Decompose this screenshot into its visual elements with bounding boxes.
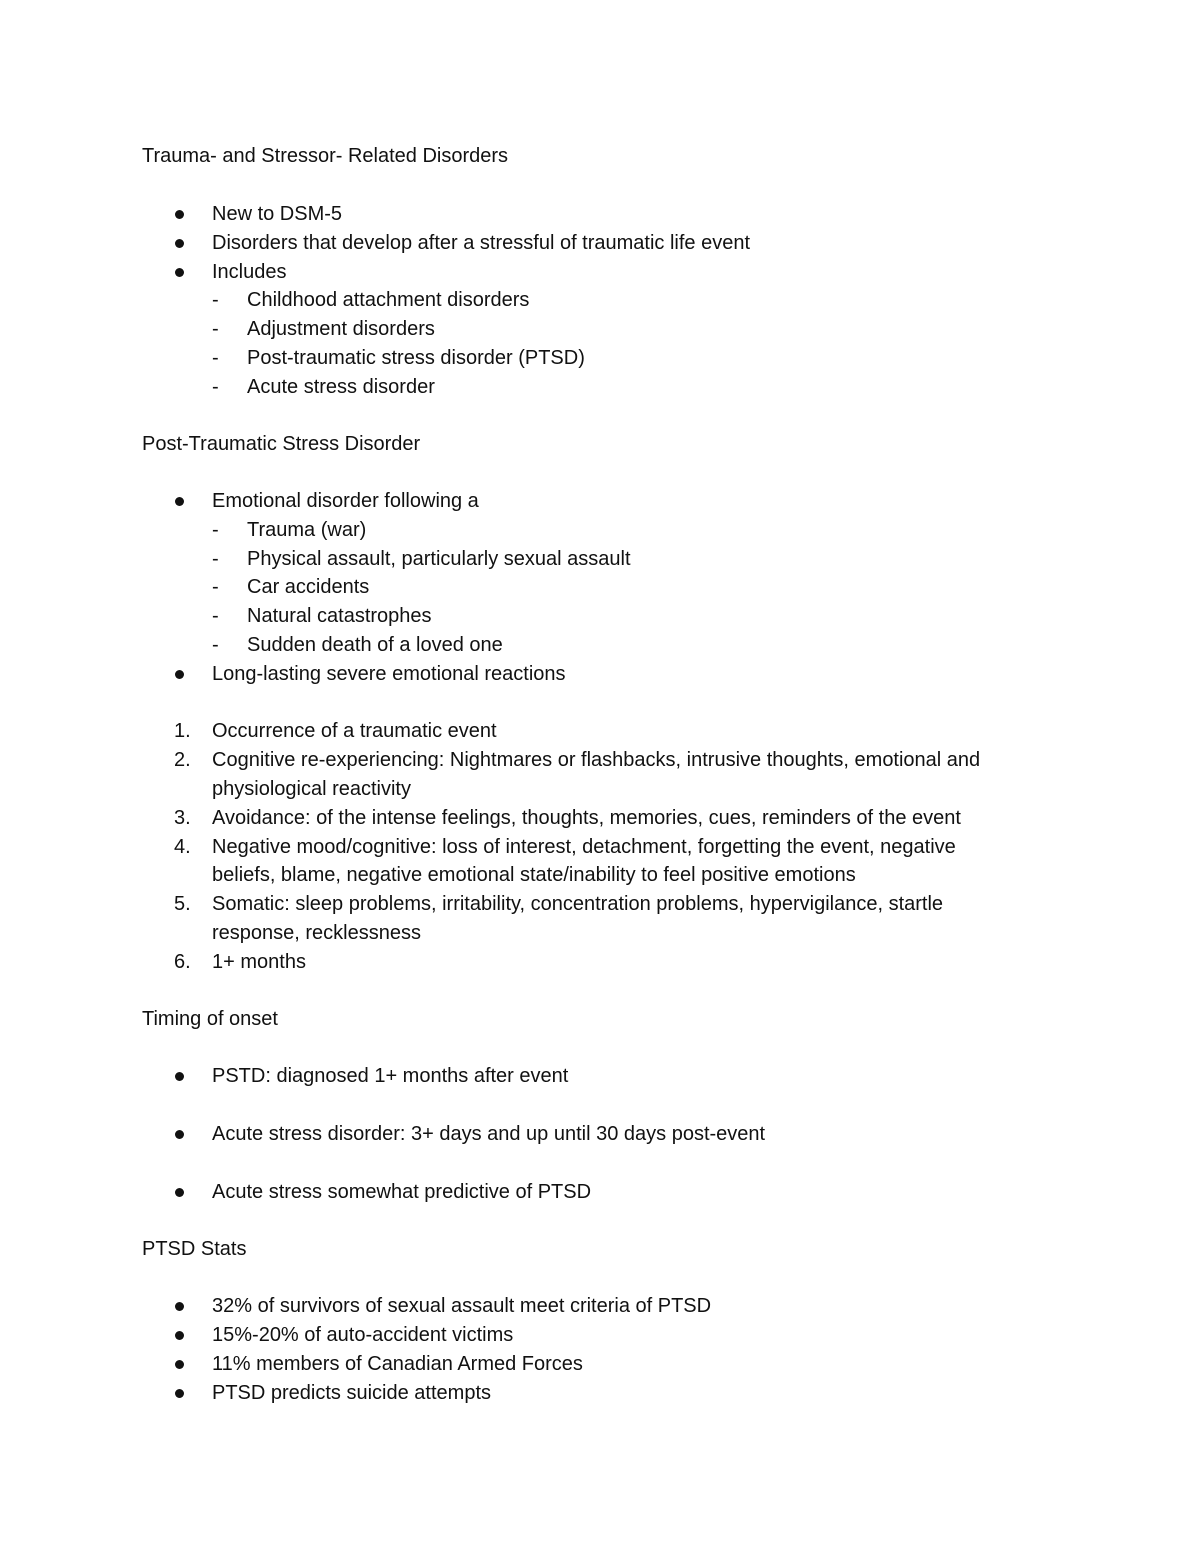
dash-marker: - xyxy=(212,376,219,398)
bullet-item: Disorders that develop after a stressful of traumatic life event xyxy=(212,232,751,254)
list-number: 4. xyxy=(174,836,191,858)
list-number: 5. xyxy=(174,893,191,915)
dash-marker: - xyxy=(212,548,219,570)
bullet-item: Acute stress somewhat predictive of PTSD xyxy=(212,1181,592,1203)
sub-item: Adjustment disorders xyxy=(247,318,435,340)
numbered-item: Occurrence of a traumatic event xyxy=(212,720,497,742)
bullet-icon xyxy=(175,1072,184,1081)
dash-marker: - xyxy=(212,605,219,627)
sub-item: Physical assault, particularly sexual assault xyxy=(247,548,631,570)
bullet-item: 15%-20% of auto-accident victims xyxy=(212,1324,514,1346)
numbered-item: Negative mood/cognitive: loss of interest, detachment, forgetting the event, negative xyxy=(212,836,956,858)
sub-item: Post-traumatic stress disorder (PTSD) xyxy=(247,347,585,369)
bullet-icon xyxy=(175,1188,184,1197)
bullet-icon xyxy=(175,239,184,248)
section-heading-timing: Timing of onset xyxy=(142,1008,278,1030)
bullet-icon xyxy=(175,1389,184,1398)
bullet-item: PSTD: diagnosed 1+ months after event xyxy=(212,1065,569,1087)
dash-marker: - xyxy=(212,576,219,598)
bullet-item: 11% members of Canadian Armed Forces xyxy=(212,1353,583,1375)
bullet-item: Includes xyxy=(212,261,287,283)
list-number: 3. xyxy=(174,807,191,829)
bullet-icon xyxy=(175,1360,184,1369)
bullet-icon xyxy=(175,670,184,679)
sub-item: Car accidents xyxy=(247,576,370,598)
sub-item: Acute stress disorder xyxy=(247,376,435,398)
numbered-item: Somatic: sleep problems, irritability, concentration problems, hypervigilance, startle xyxy=(212,893,944,915)
dash-marker: - xyxy=(212,318,219,340)
sub-item: Sudden death of a loved one xyxy=(247,634,503,656)
dash-marker: - xyxy=(212,289,219,311)
bullet-item: PTSD predicts suicide attempts xyxy=(212,1382,491,1404)
bullet-icon xyxy=(175,1130,184,1139)
list-number: 1. xyxy=(174,720,191,742)
bullet-item: Emotional disorder following a xyxy=(212,490,479,512)
dash-marker: - xyxy=(212,347,219,369)
numbered-item-continuation: beliefs, blame, negative emotional state/inability to feel positive emotions xyxy=(212,864,856,886)
section-heading-ptsd: Post-Traumatic Stress Disorder xyxy=(142,433,421,455)
dash-marker: - xyxy=(212,634,219,656)
bullet-icon xyxy=(175,1331,184,1340)
bullet-icon xyxy=(175,497,184,506)
bullet-icon xyxy=(175,210,184,219)
sub-item: Childhood attachment disorders xyxy=(247,289,530,311)
sub-item: Natural catastrophes xyxy=(247,605,432,627)
list-number: 6. xyxy=(174,951,191,973)
numbered-item: Avoidance: of the intense feelings, thoughts, memories, cues, reminders of the event xyxy=(212,807,961,829)
bullet-item: Acute stress disorder: 3+ days and up until 30 days post-event xyxy=(212,1123,766,1145)
list-number: 2. xyxy=(174,749,191,771)
dash-marker: - xyxy=(212,519,219,541)
bullet-item: Long-lasting severe emotional reactions xyxy=(212,663,566,685)
bullet-item: 32% of survivors of sexual assault meet criteria of PTSD xyxy=(212,1295,712,1317)
numbered-item-continuation: response, recklessness xyxy=(212,922,421,944)
bullet-icon xyxy=(175,1302,184,1311)
numbered-item: Cognitive re-experiencing: Nightmares or flashbacks, intrusive thoughts, emotional and xyxy=(212,749,981,771)
section-heading-stats: PTSD Stats xyxy=(142,1238,247,1260)
section-heading-trauma: Trauma- and Stressor- Related Disorders xyxy=(142,145,509,167)
numbered-item: 1+ months xyxy=(212,951,306,973)
bullet-item: New to DSM-5 xyxy=(212,203,343,225)
sub-item: Trauma (war) xyxy=(247,519,367,541)
numbered-item-continuation: physiological reactivity xyxy=(212,778,411,800)
bullet-icon xyxy=(175,268,184,277)
